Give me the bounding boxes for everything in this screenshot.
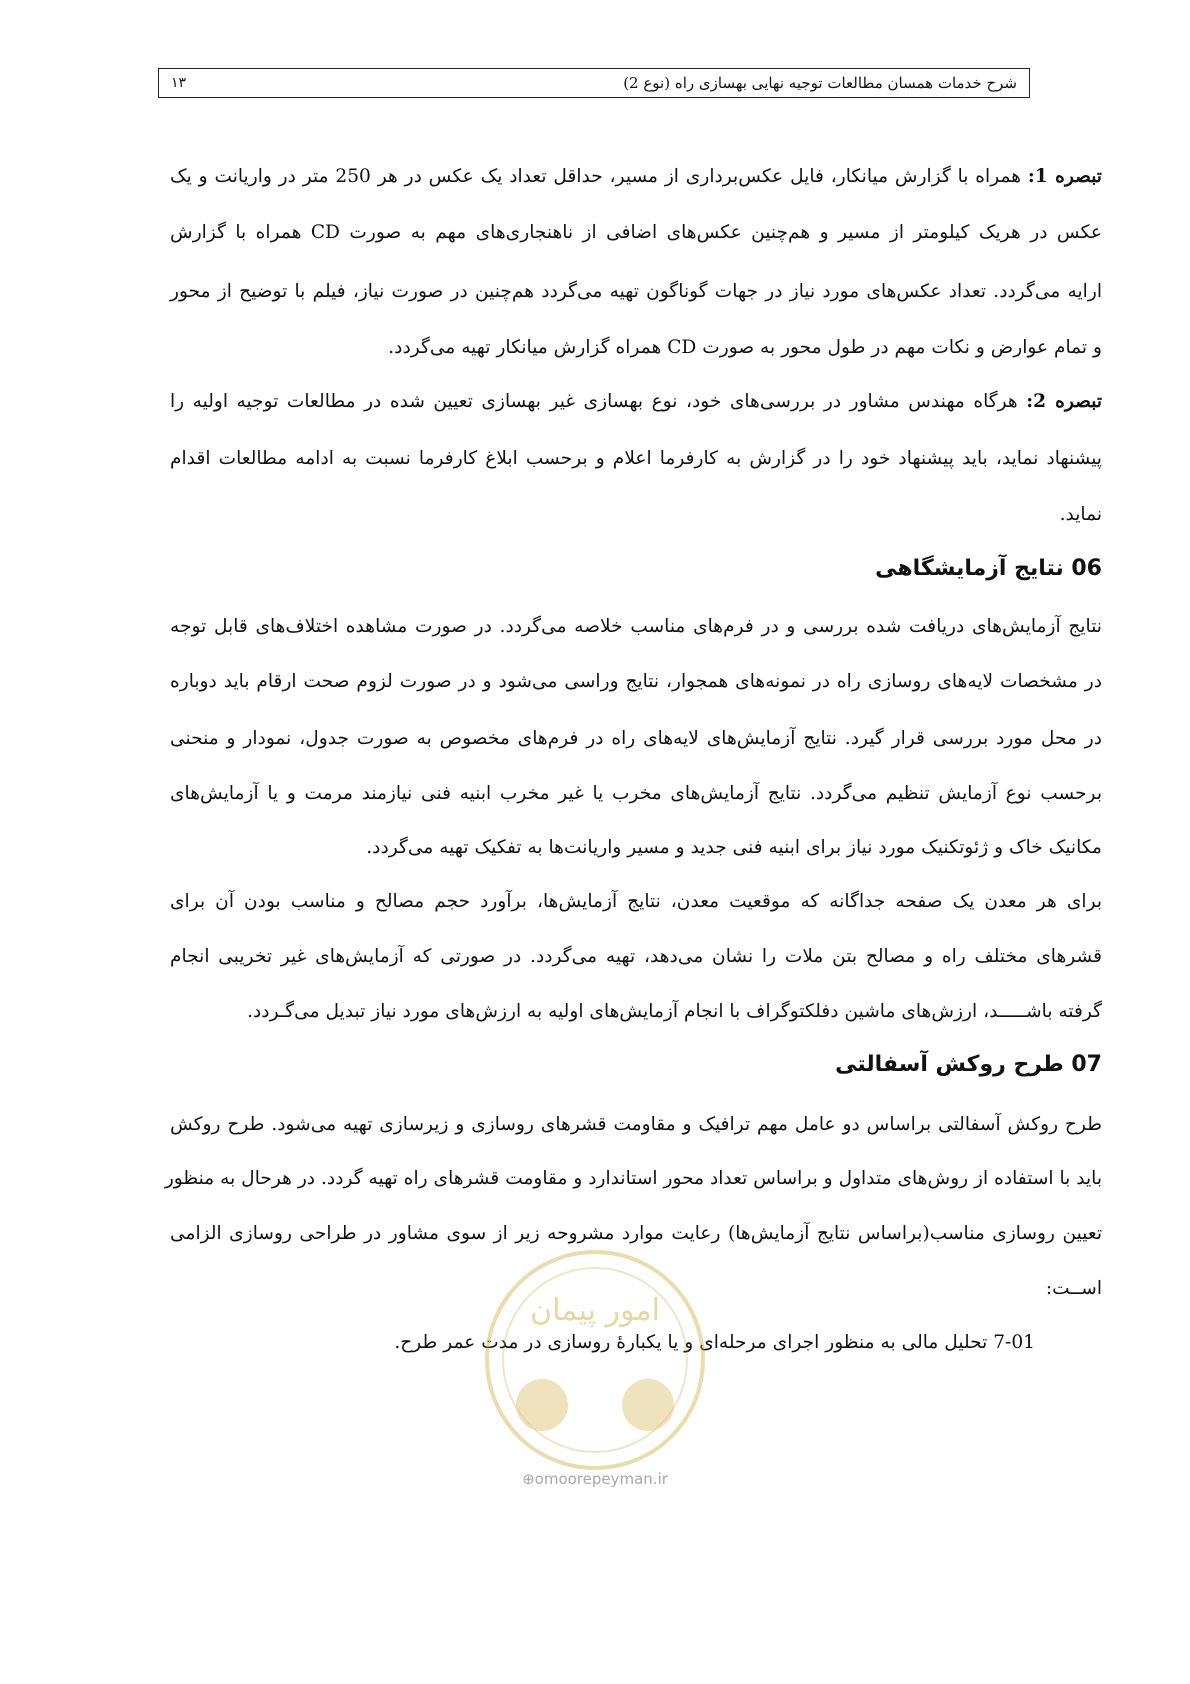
note1-text-1: همراه با گزارش میانکار، فایل عکس‌برداری از مسیر، حداقل تعداد یک عکس در هر 250 متر در واریانت و یک [170,166,1022,187]
document-title: شرح خدمات همسان مطالعات توجیه نهایی بهسازی راه (نوع 2) [623,74,1017,92]
note2-line-3: نماید. [1059,504,1102,525]
note1-label: تبصره 1: [1027,166,1102,187]
globe-icon: ⊕ [522,1470,535,1488]
section-07-line-1: طرح روکش آسفالتی براساس دو عامل مهم ترافیک و مقاومت قشرهای روسازی و زیرسازی تهیه می‌شود. طرح روکش [170,1114,1102,1135]
note1-line-4: و تمام عوارض و نکات مهم در طول محور به صورت CD همراه گزارش میانکار تهیه می‌گردد. [388,337,1102,358]
section-06-heading: 06 نتایج آزمایشگاهی [875,556,1102,581]
note1-line-2: عکس در هریک کیلومتر از مسیر و هم‌چنین عکس‌های اضافی از ناهنجاری‌های مهم به صورت CD همراه با گزارش [170,222,1102,243]
section-06-line-3: در محل مورد بررسی قرار گیرد. نتایج آزمایش‌های لایه‌های راه در فرم‌های مخصوص به صورت جدول، نمودار و منحنی [170,728,1102,749]
section-07-item-1: 7-01 تحلیل مالی به منظور اجرای مرحله‌ای و یا یکبارهٔ روسازی در مدت عمر طرح. [394,1332,1035,1353]
note2-text-1: هرگاه مهندس مشاور در بررسی‌های خود، نوع بهسازی غیر بهسازی تعیین شده در مطالعات توجیه اولیه را [170,391,1018,412]
note2-line-1 [170,387,1102,417]
section-07-heading: 07 طرح روکش آسفالتی [835,1052,1102,1077]
watermark-url [500,1470,690,1488]
section-06-line-8: گرفته باشـــــد، ارزش‌های ماشین دفلکتوگراف با انجام آزمایش‌های اولیه به ارزش‌های مورد نیاز تبدیل می‌گـردد. [247,1001,1102,1022]
note1-line-3: ارایه می‌گردد. تعداد عکس‌های مورد نیاز در جهات گوناگون تهیه می‌گردد هم‌چنین در صورت نیاز، فیلم با توضیح از محور [170,281,1102,302]
section-06-line-5: مکانیک خاک و ژئوتکنیک مورد نیاز برای ابنیه فنی جدید و مسیر واریانت‌ها به تفکیک تهیه می‌گردد. [366,837,1102,858]
section-06-line-6: برای هر معدن یک صفحه جداگانه که موقعیت معدن، نتایج آزمایش‌ها، برآورد حجم مصالح و مناسب بودن آن برای [170,891,1102,912]
section-06-line-4: برحسب نوع آزمایش تنظیم می‌گردد. نتایج آزمایش‌های مخرب یا غیر مخرب ابنیه فنی نیازمند مرمت و یا آزمایش‌های [170,783,1102,804]
section-07-line-4: اســت: [1045,1278,1102,1299]
page-number: ۱۳ [171,75,187,91]
note1-line-1 [170,162,1102,192]
section-07-line-2: باید با استفاده از روش‌های متداول و براساس تعداد محور استاندارد و مقاومت قشرهای راه تهیه گردد. در هرحال به منظور [164,1168,1102,1189]
note2-label: تبصره 2: [1026,391,1102,412]
section-07-line-3: تعیین روسازی مناسب(براساس نتایج آزمایش‌ها) رعایت موارد مشروحه زیر از سوی مشاور در طراحی روسازی الزامی [170,1223,1102,1244]
page-header [158,68,1030,98]
note2-line-2: پیشنهاد نماید، باید پیشنهاد خود را در گزارش به کارفرما اعلام و برحسب ابلاغ کارفرما نسبت به ادامه مطالعات اقدام [170,448,1102,469]
watermark-logo-text: امور پیمان [530,1293,660,1328]
watermark-url-text: omoorepeyman.ir [534,1470,668,1488]
section-06-line-2: در مشخصات لایه‌های روسازی راه در نمونه‌های همجوار، نتایج وراسی می‌شود و در صورت لزوم صحت ارقام باید دوباره [170,671,1102,692]
section-06-line-7: قشرهای مختلف راه و مصالح بتن ملات را نشان می‌دهد، تهیه می‌گردد. در صورتی که آزمایش‌های غیر تخریبی انجام [170,946,1102,967]
section-06-line-1: نتایج آزمایش‌های دریافت شده بررسی و در فرم‌های مناسب خلاصه می‌گردد. در صورت مشاهده اختلاف‌های قابل توجه [170,616,1102,637]
